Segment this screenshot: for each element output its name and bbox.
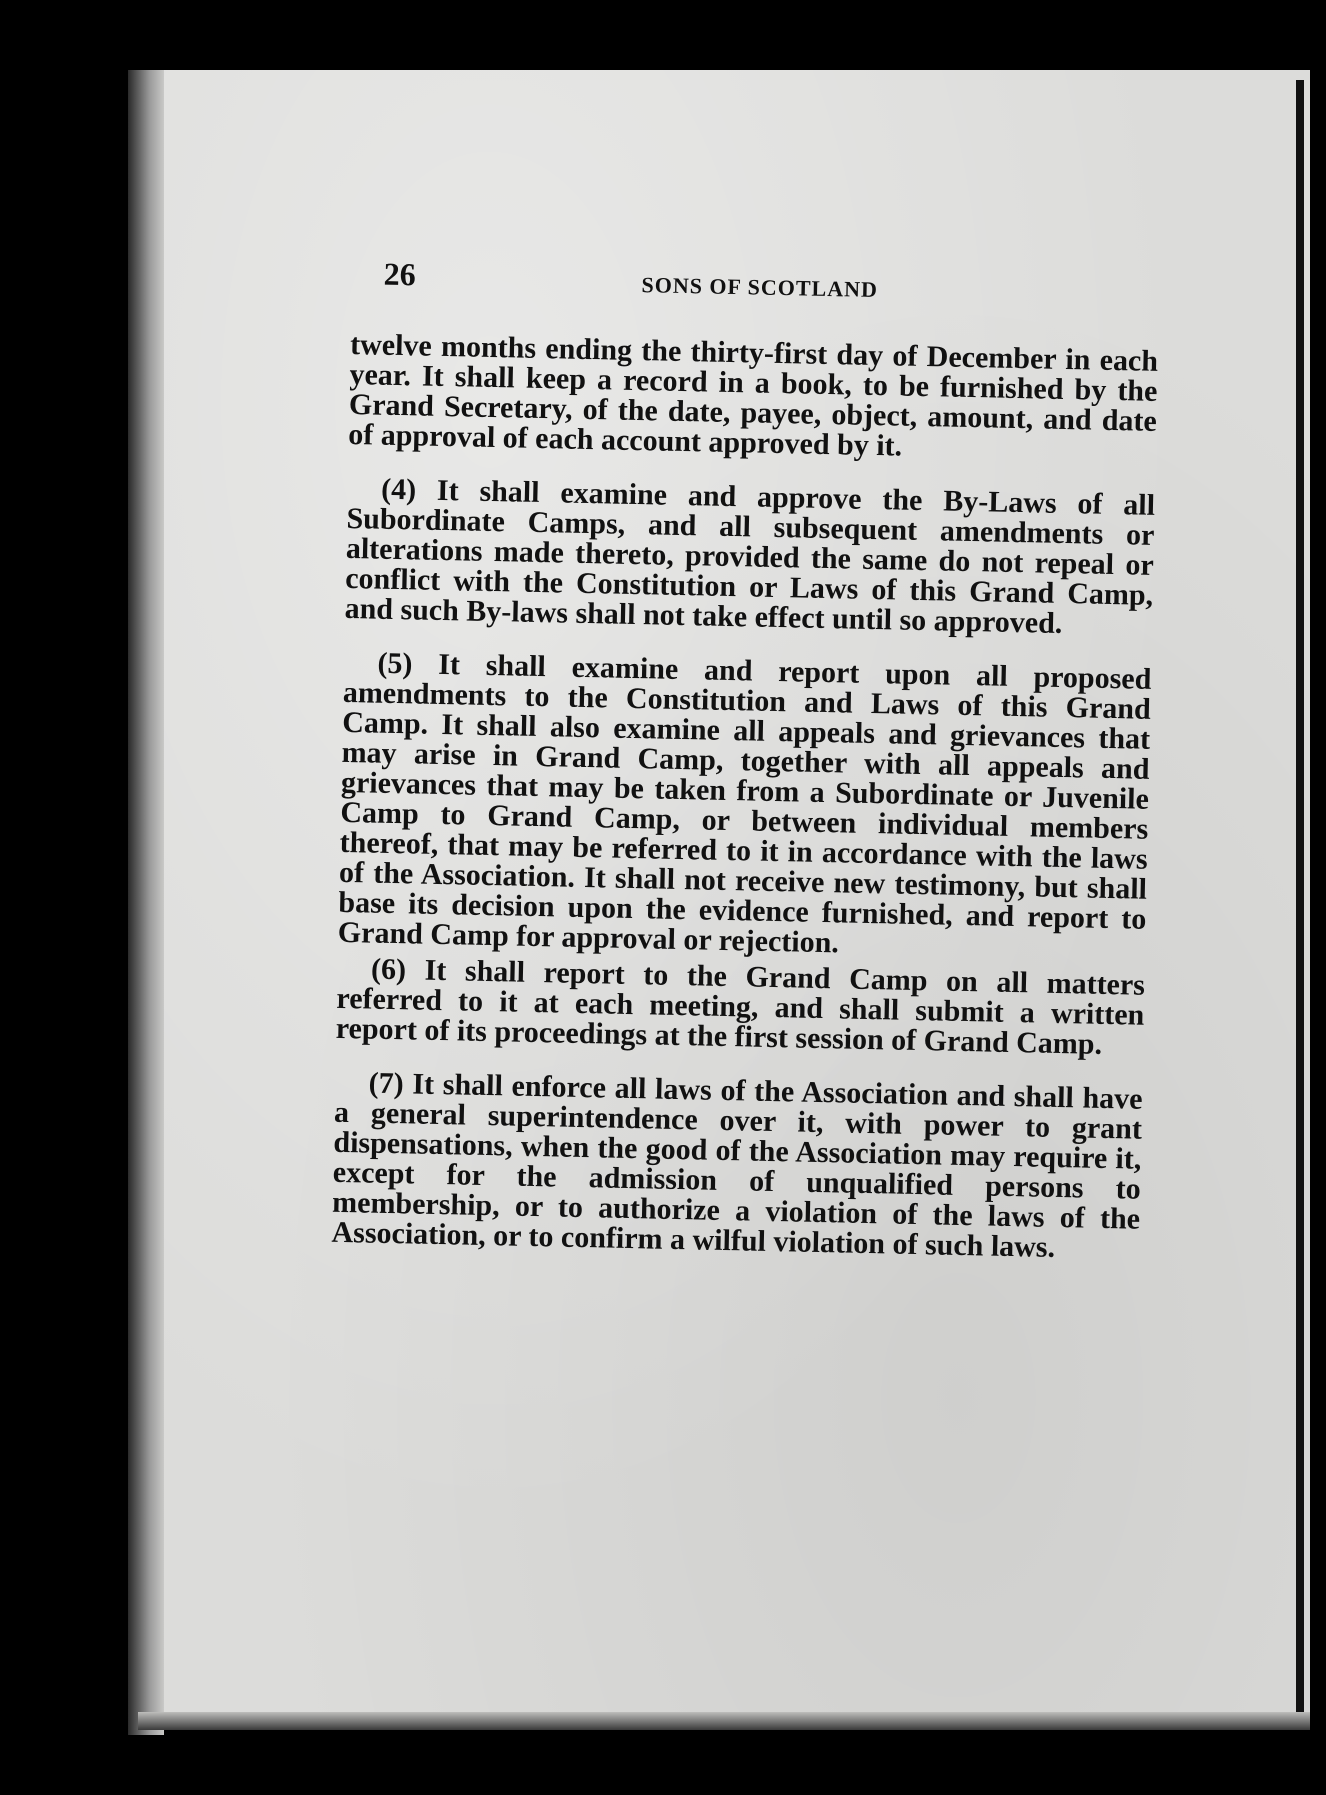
paragraph-6: (6) It shall report to the Grand Camp on all matters referred to it at each meeting, and shall submit a written report of its proceedings at the first session of Grand Camp. xyxy=(335,952,1146,1061)
paragraph-continuation: twelve months ending the thirty-first day of December in each year. It shall keep a record in a book, to be furnished by the Grand Secretary, of the date, payee, object, amount, and date of approval of each account approved by it. xyxy=(347,327,1159,463)
paragraph-5: (5) It shall examine and report upon all proposed amendments to the Constitution and Laws of this Grand Camp. It shall also examine all appeals and grievances that may arise in Grand Camp, together with all appeals and grievances that may be taken from a Subordinate or Juvenile Camp to Grand Camp, or between individual members thereof, that may be referred to it in accordance with the laws of the Association. It shall not receive new testimony, but shall base its decision upon the evidence furnished, and report to Grand Camp for approval or rejection. xyxy=(337,646,1152,960)
page-text xyxy=(331,255,1160,1289)
paragraph-7: (7) It shall enforce all laws of the Association and shall have a general superintendence over it, with power to grant dispensations, when the good of the Association may require it, except for the admission of unqualified persons to membership, or to authorize a violation of the laws of the Association, or to confirm a wilful violation of such laws. xyxy=(331,1066,1143,1264)
running-head: SONS OF SCOTLAND xyxy=(641,272,879,303)
paragraph-4: (4) It shall examine and approve the By-Laws of all Subordinate Camps, and all subsequent amendments or alterations made thereto, provided the same do not repeal or conflict with the Constitution or Laws of this Grand Camp, and such By-laws shall not take effect until so approved. xyxy=(344,472,1156,640)
page-bottom-edge xyxy=(138,1712,1310,1730)
page-number: 26 xyxy=(383,255,417,293)
facing-page-edge xyxy=(1296,80,1304,1725)
page-binding-shadow xyxy=(128,70,164,1735)
